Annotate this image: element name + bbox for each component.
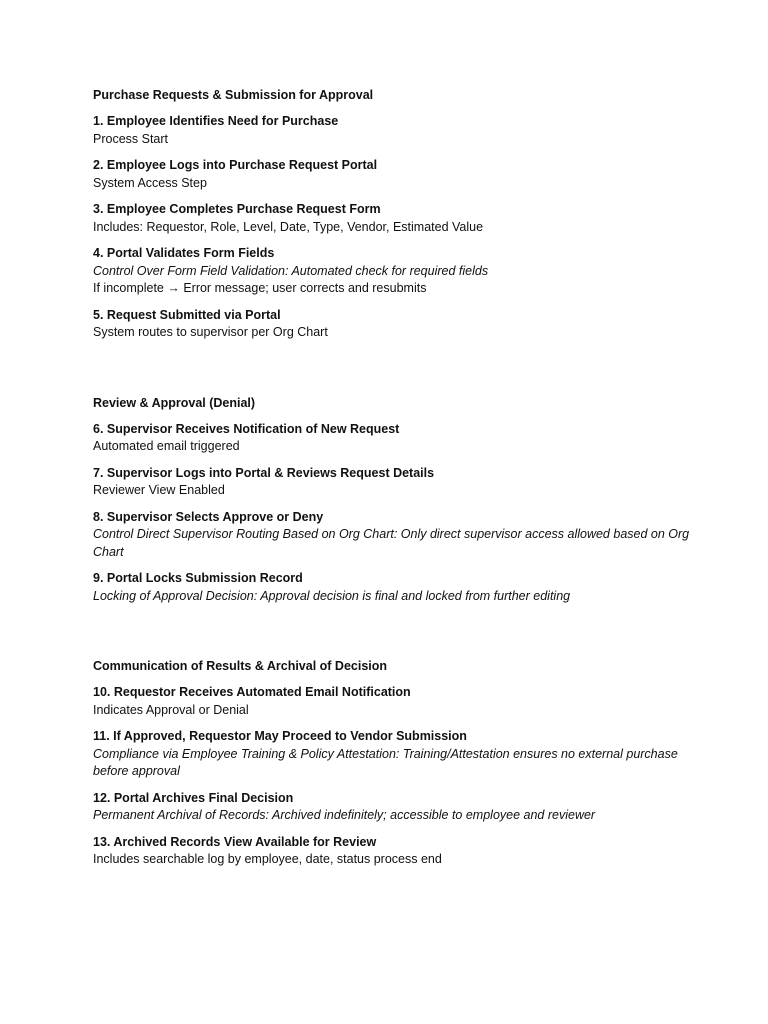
process-step: [93, 728, 693, 781]
step-description: Automated email triggered: [93, 439, 240, 453]
step-title: 4. Portal Validates Form Fields: [93, 246, 275, 260]
section: [93, 657, 693, 869]
step-description: If incomplete → Error message; user corrects and resubmits: [93, 281, 427, 295]
process-step: [93, 307, 693, 342]
step-title: 6. Supervisor Receives Notification of New Request: [93, 421, 400, 436]
control-description: Control Direct Supervisor Routing Based on Org Chart: Only direct supervisor access allowed based on Org Chart: [93, 527, 690, 559]
section-heading: Communication of Results & Archival of Decision: [93, 659, 388, 673]
step-title: 10. Requestor Receives Automated Email Notification: [93, 685, 411, 699]
step-description: Reviewer View Enabled: [93, 483, 225, 497]
process-step: [93, 509, 693, 562]
process-step: [93, 245, 693, 298]
step-title: 2. Employee Logs into Purchase Request Portal: [93, 158, 378, 172]
step-description: Indicates Approval or Denial: [93, 702, 249, 717]
step-description: Includes searchable log by employee, date, status process end: [93, 852, 442, 866]
step-title: 9. Portal Locks Submission Record: [93, 571, 303, 585]
control-description: Compliance via Employee Training & Policy Attestation: Training/Attestation ensures no external purchase before approval: [93, 746, 678, 778]
section-heading: Review & Approval (Denial): [93, 395, 256, 410]
step-description: System Access Step: [93, 175, 207, 190]
step-title: 12. Portal Archives Final Decision: [93, 790, 294, 805]
process-step: [93, 157, 693, 192]
step-title: 1. Employee Identifies Need for Purchase: [93, 114, 339, 128]
process-step: [93, 790, 693, 825]
process-step: [93, 834, 693, 869]
process-step: [93, 684, 693, 719]
step-description: Includes: Requestor, Role, Level, Date, Type, Vendor, Estimated Value: [93, 219, 484, 234]
control-description: Locking of Approval Decision: Approval decision is final and locked from further editing: [93, 588, 571, 603]
process-step: [93, 465, 693, 500]
step-title: 13. Archived Records View Available for Review: [93, 834, 377, 849]
document-page: [93, 86, 693, 878]
control-description: Permanent Archival of Records: Archived indefinitely; accessible to employee and reviewer: [93, 808, 596, 822]
control-description: Control Over Form Field Validation: Automated check for required fields: [93, 263, 489, 278]
step-description: Process Start: [93, 131, 169, 146]
process-step: [93, 201, 693, 236]
step-title: 5. Request Submitted via Portal: [93, 307, 281, 322]
step-title: 11. If Approved, Requestor May Proceed to Vendor Submission: [93, 729, 467, 743]
process-step: [93, 113, 693, 148]
section-heading: Purchase Requests & Submission for Approval: [93, 88, 374, 102]
step-title: 7. Supervisor Logs into Portal & Reviews Request Details: [93, 465, 435, 480]
process-step: [93, 421, 693, 456]
step-title: 8. Supervisor Selects Approve or Deny: [93, 509, 324, 524]
section: [93, 86, 693, 342]
step-description: System routes to supervisor per Org Chart: [93, 325, 328, 339]
step-title: 3. Employee Completes Purchase Request Form: [93, 202, 381, 216]
process-step: [93, 570, 693, 605]
section: [93, 394, 693, 606]
